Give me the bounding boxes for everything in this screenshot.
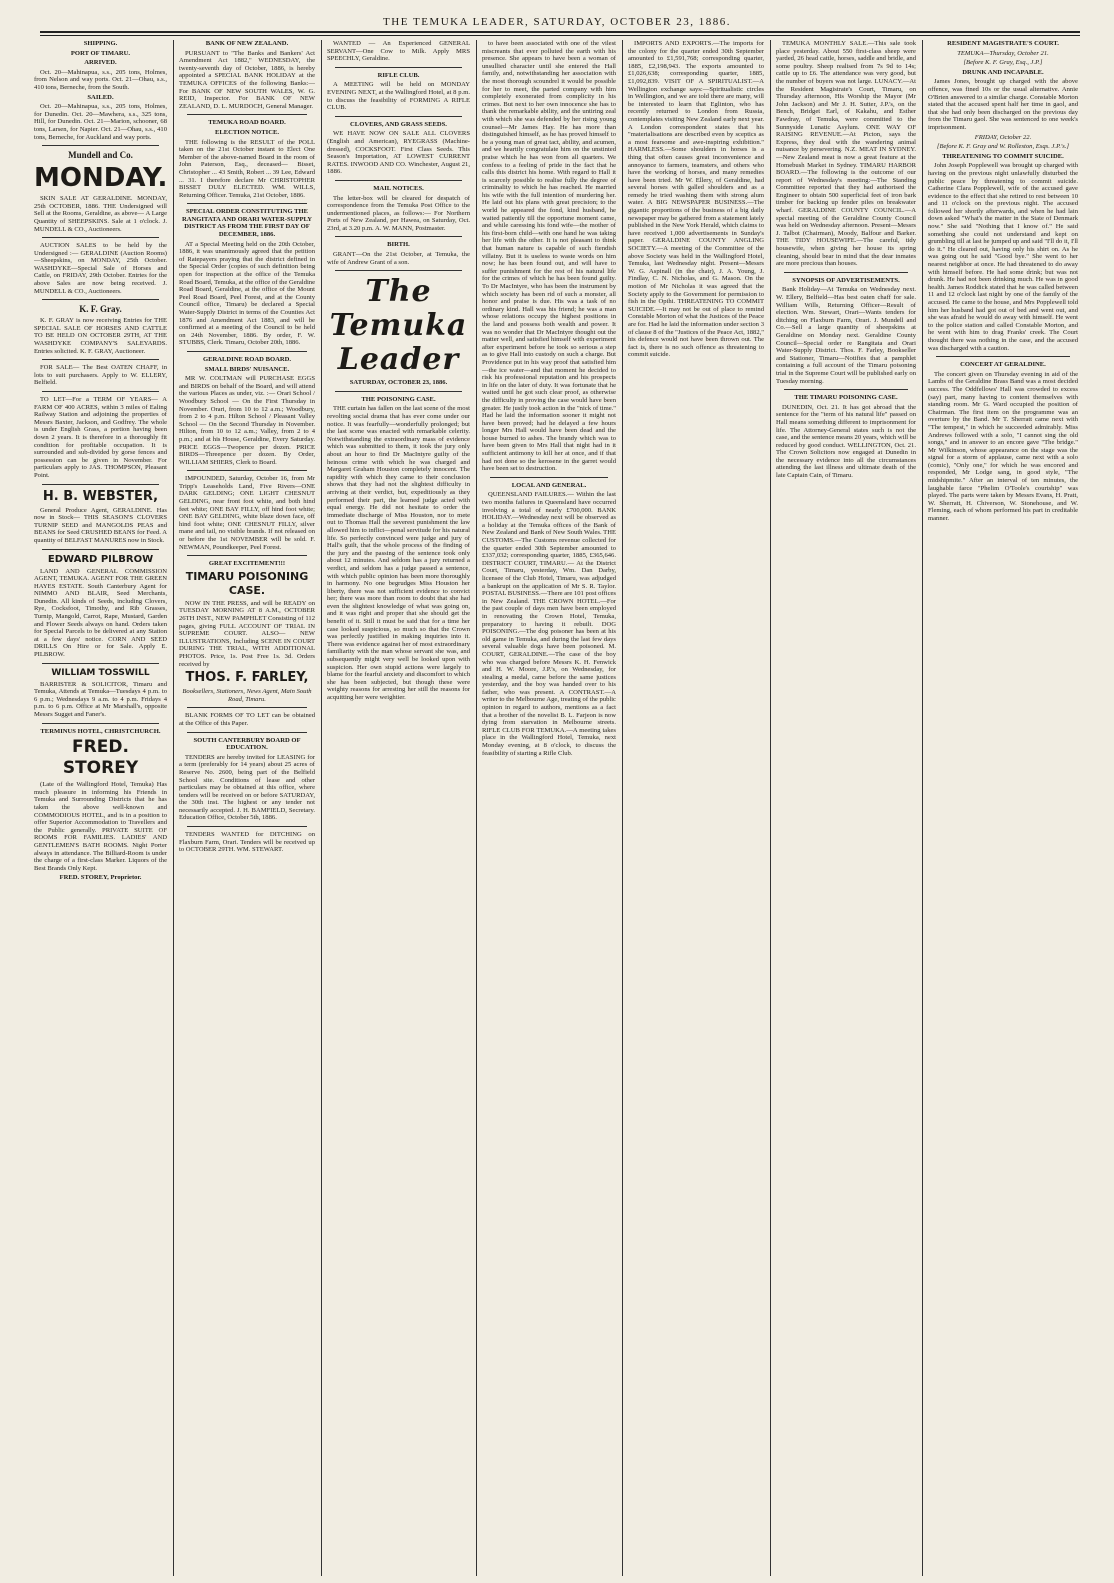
pilbrow-name: EDWARD PILBROW	[47, 553, 154, 565]
drunk-heading: DRUNK AND INCAPABLE.	[962, 68, 1044, 76]
court-bench-friday: [Before K. F. Gray and W. Rolleston, Esqs. J.P.'s.]	[936, 143, 1070, 151]
arrived-list: Oct. 20—Mahinapua, s.s., 205 tons, Holmes, from Nelson and way ports. Oct. 21—Ohau, s.s., 410 tons, Berneche, from the South.	[34, 68, 167, 91]
mundell-heading: Mundell and Co.	[68, 150, 133, 161]
column-divider	[622, 40, 623, 1576]
storey-ad: (Late of the Wallingford Hotel, Temuka) Has much pleasure in informing his Friends in Temuka and Surrounding Districts that he has taken the above well-known and COMMODIOUS HOTEL, and is in a position to offer Superior Accommodation to Travellers and the Public generally. PRIVATE SUITE OF ROOMS FOR FAMILIES. LADIES' AND GENTLEMEN'S BATH ROOMS. Night Porter always in attendance. The Billiard-Room is under the charge of a first-class Marker. Liquors of the Best Brands Only Kept.	[34, 781, 167, 872]
excitement-heading: GREAT EXCITEMENT!!!	[208, 560, 286, 568]
column-5	[628, 40, 764, 1576]
suicide-threat-heading: THREATENING TO COMMIT SUICIDE.	[942, 152, 1064, 160]
tosswill-name: WILLIAM TOSSWILL	[51, 667, 150, 678]
column-divider	[321, 40, 322, 1576]
poisoning-editorial: THE curtain has fallen on the last scene of the most revolting social drama that has ever come under our notice. It was fearfully—wonderfully prolonged; but the last scene was enacted with remarkable celerity. Notwithstanding the extraordinary mass of evidence which was submitted to them, it took the jury only about an hour to find Dr MacIntyre guilty of the heinous crime with which he was charged and Margaret Graham Houston completely innocent. The rapidity with which they came to their conclusion shows that they had not the slightest difficulty in arriving at their verdict, but, expeditiously as they performed their part, the learned judge acted with equal energy. He did not hesitate to order the immediate discharge of Miss Houston, nor to mete out to Thomas Hall the severest punishment the law allowed him to inflict—penal servitude for his natural life. So perfectly convinced were judge and jury of Hall's guilt, that the whole process of the finding of the jury and the passing of the sentence took only about 12 minutes. And seldom has a jury returned a verdict, and seldom has a judge passed a sentence, with which public opinion has been more thoroughly in harmony. No one begrudges Miss Houston her liberty, there was not sufficient evidence to convict her; there was more than room to doubt that she had even the slightest knowledge of what was going on, and it was right and proper that she should get the benefit of it. Still it must be said that for a time her case looked suspicious, so much so that the Crown was perfectly justified in making inquiries into it. There was evidence against her of most extraordinary familiarity with the man whose servant she was, and subsequently might very well be looked upon with suspicion. Her own stupid actions were largely to blame for the fearful anxiety and discomfort to which she has been subjected, but though these were weighty reasons for arresting her still the reasons for acquitting her were weightier.	[327, 405, 470, 701]
column-divider	[922, 40, 923, 1576]
column-1	[34, 40, 167, 1576]
port-heading: PORT OF TIMARU.	[70, 49, 131, 57]
bank-holiday-notice: PURSUANT to "The Banks and Bankers' Act Amendment Act 1882," WEDNESDAY, the twenty-seventh day of October, 1886, is hereby appointed a SPECIAL BANK HOLIDAY at the TEMUKA OFFICES of the following Banks:— For BANK OF NEW SOUTH WALES, W. G. REID, Inspector. For BANK OF NEW ZEALAND, D. L. MURDOCH, General Manager.	[179, 49, 315, 110]
birth-heading: BIRTH.	[387, 241, 410, 249]
synopsis-heading: SYNOPSIS OF ADVERTISEMENTS.	[792, 276, 900, 284]
clovers-ad: WE HAVE NOW ON SALE ALL CLOVERS (English and American), RYEGRASS (Machine-dressed), COCKSFOOT. First Class Seeds. This Season's Importation, AT LOWEST CURRENT RATES. INWOOD AND CO. Winchester, August 21, 1886.	[327, 130, 470, 176]
webster-name: H. B. WEBSTER,	[42, 488, 159, 504]
column-2	[179, 40, 315, 1576]
column-6	[776, 40, 916, 1576]
column-7	[928, 40, 1078, 1576]
synopsis-of-advertisements: Bank Holiday—At Temuka on Wednesday next. W. Ellery, Belfield—Has best oaten chaff for sale. William Wills, Returning Officer—Result of election. Wm. Stewart, Orari—Wants tenders for ditching on Flaxburn Farm, Orari. J. Mundell and Co.—Sell a large quantity of sheepskins at Geraldine on Monday next. Geraldine County Council—Special order re Rangitata and Orari Water-Supply District. Thos. F. Farley, Bookseller and Stationer, Timaru—Notifies that a pamphlet containing a full account of the Timaru poisoning trial in the Supreme Court will be published early on Tuesday morning.	[776, 286, 916, 385]
drunk-report: James Jones, brought up charged with the above offence, was fined 10s or the usual alternative. Annie O'Brien answered to a similar charge. Constable Morton stated that the accused spent half her time in gaol, and that she had only been discharged on the previous day from the Timaru gaol. She was sentenced to one week's imprisonment.	[928, 78, 1078, 131]
kfgray-ad: K. F. GRAY is now receiving Entries for THE SPECIAL SALE OF HORSES AND CATTLE TO BE HELD ON OCTOBER 29TH, AT THE WASHDYKE COMPANY'S SALEYARDS. Entries solicited. K. F. GRAY, Auctioneer.	[34, 317, 167, 355]
sailed-heading: SAILED.	[87, 93, 114, 101]
skin-sale-ad: SKIN SALE AT GERALDINE. MONDAY, 25th OCTOBER, 1886. THE Undersigned will Sell at the Rooms, Geraldine, as above— A Large Quantity of SHEEPSKINS. Sale at 1 o'clock. J. MUNDELL & CO., Auctioneers.	[34, 195, 167, 233]
timaru-poisoning-heading: THE TIMARU POISONING CASE.	[794, 394, 898, 402]
farley-banner: THOS. F. FARLEY,	[185, 670, 309, 686]
for-sale-ad: FOR SALE— The Best OATEN CHAFF, in lots to suit purchasers. Apply to W. ELLERY, Belfield.	[34, 364, 167, 387]
header-rule-bottom	[40, 35, 1080, 36]
auction-sales-ad: AUCTION SALES to be held by the Undersigned :— GERALDINE (Auction Rooms)—Sheepskins, on MONDAY, 25th October. WASHDYKE—Special Sale of Horses and Cattle, on FRIDAY, 29th October. Entries for the above Sales are now being received. J. MUNDELL & CO., Auctioneers.	[34, 242, 167, 295]
shipping-heading: SHIPPING.	[83, 40, 118, 47]
pilbrow-ad: LAND AND GENERAL COMMISSION AGENT, TEMUKA. AGENT FOR THE GREEN HAYES ESTATE. South Canterbury Agent for NIMMO AND BLAIR, Seed Merchants, Dunedin. All kinds of Seeds, including Clovers, Rye, Cocksfoot, Timothy, and Rib Grasses, Turnip, Mangold, Carrot, Rape, Mustard, Garden and Flower Seeds always on hand. Orders taken for Special Parcels to be delivered at any Station at a few days' notice. CORN AND SEED DRILLS On Hire or for Sale. Apply E. PILBROW.	[34, 567, 167, 659]
monday-banner: MONDAY.	[34, 163, 167, 194]
poisoning-case-banner: TIMARU POISONING CASE.	[185, 569, 309, 597]
column-3	[327, 40, 470, 1576]
special-order-notice: AT a Special Meeting held on the 20th October, 1886, it was unanimously agreed that the petition of Ratepayers praying that the district defined in the Special Order (copies of such definition being open for inspection at the office of the Temuka Road Board, Temuka, at the office of the Geraldine Road Board, Geraldine, at the office of the Mount Peel Road Board, Peel Forest, and at the County Council office, Timaru) be declared a Special Water-Supply District in terms of the Counties Act 1876 and Amendment Act 1883, and will be confirmed at a meeting of the Council to be held on 24th November, 1886. By order, F. W. STUBBS, Clerk. Timaru, October 20th, 1886.	[179, 240, 315, 347]
terminus-hotel-heading: TERMINUS HOTEL, CHRISTCHURCH.	[40, 727, 161, 735]
election-heading: ELECTION NOTICE.	[214, 128, 280, 136]
temuka-road-board-heading: TEMUKA ROAD BOARD.	[208, 119, 286, 127]
poisoning-editorial-continued: to have been associated with one of the vilest miscreants that ever polluted the earth with his presence. She appears to have been a woman of unsullied character until she entered the Hall family, and, notwithstanding her association with the most thorough scoundrel it would be possible for her to meet, the parted company with him completely exonerated from complicity in his crimes. But next to her own innocence she has to thank the remarkable ability, and the untiring zeal with which she was defended by her rising young counsel—Mr James Hay. He has more than distinguished himself, as he has proved himself to be a young man of great tact, ability, and acumen, and we heartily congratulate him on the unstinted praise which he has won from all quarters. We confess to a feeling of pride in the fact that he calls this district his home. With regard to Hall it is scarcely possible to realise fully the degree of criminality to which he has reached. He married his wife with the full intention of murdering her. He laid out his plans with great precision; to the world he appeared the fond, kind husband, he waited patiently till the opportune moment came, and while caressing his fond wife—the mother of his first-born child—with one hand he was taking her life with the other. It is not pleasant to think that human nature is capable of such fiendish villainy. But it is useless to waste words on him now; he has been found out, and will have to suffer punishment for the rest of his natural life for the crimes of which he has been found guilty. To Dr MacIntyre, who has been the instrument by which society has been rid of such a monster, all honor and praise is due. His was a task of no ordinary kind. Hall was his friend; he was a man whose relations occupy the highest positions in the land and possess both wealth and power. It was no wonder that Dr MacIntyre thought out the matter well, and satisfied himself with experiment after experiment before he took so serious a step as to give Hall into custody on such a charge. But Providence put in his way proof that satisfied him—the ice water—and that moment he decided to risk his professional reputation and his prospects in life on the later of duty. It was fortunate that he waited until he got such clear proof, as otherwise the difficulty in proving the case would have been greater. He justly took action in the "nick of time." Had he laid the information sooner it might not have been proved; had he delayed a few hours longer Mrs Hall would have been dead and the house burned to ashes. The brandy which was to have been given to Mrs Hall that night had in it sufficient antimony to kill her at once, and if that had not done so the kerosene in the garret would have been set to destruction.	[482, 40, 616, 473]
newspaper-nameplate: The Temuka Leader	[329, 274, 468, 378]
rifle-club-heading: RIFLE CLUB.	[377, 71, 420, 79]
timaru-poisoning-telegrams: DUNEDIN, Oct. 21. It has got abroad that the sentence for the "term of his natural life" passed on Hall means something different to imprisonment for life. The Attorney-General states such is not the case, and the sentence means 20 years, which will be reduced by good conduct. WELLINGTON, Oct. 21. The Crown Solicitors now engaged at Dunedin in the necessary evidence into all the circumstances attending the last illness and ultimate death of the late Captain Cain, of Timaru.	[776, 403, 916, 480]
column-divider	[476, 40, 477, 1576]
special-order-heading: SPECIAL ORDER CONSTITUTING THE RANGITATA AND ORARI WATER-SUPPLY DISTRICT AS FROM THE FIRST DAY OF DECEMBER, 1886.	[181, 208, 313, 239]
kfgray-heading: K. F. Gray.	[79, 304, 122, 315]
poisoning-editorial-heading: THE POISONING CASE.	[361, 395, 436, 403]
suicide-threat-report: John Joseph Popplewell was brought up charged with having on the previous night unlawfully disturbed the public peace by threatening to commit suicide. Catherine Clara Popplewell, wife of the accused gave evidence to the effect that she retired to rest between 10 and 11 o'clock on the previous night. The accused followed her shortly afterwards, and when he had lain down asked "What's the matter in the State of Denmark now." She said "Nothing that I know of." He said something she could not understand and kept on grumbling till at last he jumped up and said "I'll do it, I'll do it." He cleared out, having only his shirt on. As he was going out he said "Good bye." She went to her nearest neighbor at once. He had threatened to do away with himself before. He had some drink; but was not drunk. He had not been drinking much. He was in good health. James Roddick stated that he was called between 11 and 12 o'clock last night by one of the family of the accused. He came to the house, and Mrs Popplewell told him her husband had got out of bed and went out, and she was afraid he would do away with himself. He went to the police station and called Constable Morton, and he went with him to drag Franks' creek. The Court thought there was nothing in the case, and the accused was discharged with a caution.	[928, 162, 1078, 352]
page-header: THE TEMUKA LEADER, SATURDAY, OCTOBER 23, 1886.	[383, 16, 731, 28]
concert-heading: CONCERT AT GERALDINE.	[960, 361, 1046, 369]
storey-signature: FRED. STOREY, Proprietor.	[59, 874, 142, 882]
column-4	[482, 40, 616, 1576]
sailed-list: Oct. 20—Mahinapua, s.s., 205 tons, Holmes, for Dunedin. Oct. 20—Mawhera, s.s., 325 tons, Hill, for Dunedin. Oct. 21—Marion, schooner, 68 tons, Larsen, for Napier. Oct. 21—Ohau, s.s., 410 tons, Berneche, for Auckland and way ports.	[34, 103, 167, 141]
blank-forms-ad: BLANK FORMS OF TO LET can be obtained at the Office of this Paper.	[179, 712, 315, 727]
local-general-heading: LOCAL AND GENERAL.	[511, 481, 587, 489]
court-date-thursday: TEMUKA—Thursday, October 21.	[957, 49, 1049, 57]
small-birds-heading: SMALL BIRDS' NUISANCE.	[204, 365, 290, 373]
arrived-heading: ARRIVED.	[84, 59, 117, 67]
wanted-ad: WANTED — An Experienced GENERAL SERVANT—One Cow to Milk. Apply MRS SPEECHLY, Geraldine.	[327, 40, 470, 63]
storey-banner: FRED. STOREY	[62, 737, 139, 779]
tenders-notice: TENDERS are hereby invited for LEASING for a term (preferably for 14 years) about 25 acres of Reserve No. 2600, being part of the Belfield School site. Conditions of lease and other particulars may be obtained at this office, where tenders will be received on or before SATURDAY, the 30th inst. The highest or any tender not necessarily accepted. J. H. BAMFIELD, Secretary. Education Office, October 5th, 1886.	[179, 753, 315, 822]
mail-notices-heading: MAIL NOTICES.	[373, 184, 424, 192]
geraldine-road-board-heading: GERALDINE ROAD BOARD.	[202, 355, 292, 363]
court-date-friday: FRIDAY, October 22.	[974, 133, 1032, 141]
local-news-column-6: TEMUKA MONTHLY SALE.—This sale took place yesterday. About 550 first-class sheep were yarded, 26 head cattle, horses, saddle and bridle, and some poultry. Sheep realised from 7s 9d to 14s; cattle up to £6. The attendance was very good, but the number of buyers was not large. LUNACY.—At the Resident Magistrate's Court, Timaru, on Thursday afternoon, His Worship the Mayor (Mr John Jackson) and Mr J. H. Sutter, J.P.'s, on the Bench, Bridget Earl, of Kakahu, and Esther Fawdray, of Temuka, were committed to the Sunnyside Lunatic Asylum. ONE WAY OF RAISING REVENUE.—At Picton, says the Express, they deal with the wandering animal nuisance by persevering. N.Z. MEAT IN SYDNEY.—New Zealand meat is now a great feature at the Homebush Market in Sydney. TIMARU HARBOR BOARD.—The following is the outcome of our report of Wednesday's meeting:—The Standing Committee reported that they had authorised the Engineer to obtain 500 superficial feet of iron bark timber for backing up fender piles on breakwater wharf. GERALDINE COUNTY COUNCIL.—A special meeting of the Geraldine County Council was held on Wednesday afternoon. Present—Messrs J. Talbot (Chairman), Moody, Balfour and Barker. THE TIDY HOUSEWIFE.—The careful, tidy housewife, when giving her house its spring cleaning, should bear in mind that the dear inmates are more precious than houses.	[776, 40, 916, 268]
mail-notices: The letter-box will be cleared for despatch of correspondence from the Temuka Post Office to the undermentioned places, as follows:— For Northern Ports of New Zealand, per Hawea, on Saturday, Oct. 23rd, at 3.20 p.m. A. W. MANN, Postmaster.	[327, 194, 470, 232]
column-divider	[173, 40, 174, 1576]
local-general-news: QUEENSLAND FAILURES.— Within the last two months failures in Queensland have occurred involving a total of nearly £700,000. BANK HOLIDAY.—Wednesday next will be observed as a holiday at the Temuka offices of the Bank of New Zealand and Bank of New South Wales. THE CUSTOMS.—The Customs revenue collected for the quarter ended 30th September amounted to £337,032; corresponding quarter, 1885, £365,646. DISTRICT COURT, TIMARU.— At the District Court, Timaru, yesterday, Wm. Dan Darby, licensee of the Club Hotel, Timaru, was adjudged a bankrupt on the application of Mr S. R. Taylor. POSTAL BUSINESS.—There are 101 post offices in New Zealand. THE CROWN HOTEL.—For the past couple of days men have been employed in renovating the Crown Hotel, Temuka, preparatory to having it rebuilt. DOG POISONING.—The dog poisoner has been at his old game in Temuka, and during the last few days several valuable dogs have been poisoned. M. COURT, GERALDINE.—The case of the boy who was charged before Messrs K. H. Fenwick and H. W. Moore, J.P.'s, on Wednesday, for stealing a medal, came before the same justices yesterday, and the boy was handed over to his father, who was present. A CONTRAST.—A writer to the Melbourne Age, treating of the public opinion in regard to authors, mentions as a fact that a brother of the novelist B. L. Farjeon is now dying from starvation in Melbourne streets. RIFLE CLUB FOR TEMUKA.—A meeting takes place in the Wallingford Hotel, Temuka, next Monday evening, at 8 o'clock, to discuss the feasibility of starting a Rifle Club.	[482, 491, 616, 757]
tosswill-ad: BARRISTER & SOLICITOR, Timaru and Temuka, Attends at Temuka—Tuesdays 4 p.m. to 6 p.m.; Wednesdays 9 a.m. to 4 p.m. Fridays 4 p.m. to 6 p.m. Office at Mr Marshall's, opposite Messrs Sugget and Faner's.	[34, 680, 167, 718]
editorial-dateline: SATURDAY, OCTOBER 23, 1886.	[349, 379, 448, 387]
column-divider	[770, 40, 771, 1576]
clovers-heading: CLOVERS, AND GRASS SEEDS.	[350, 120, 447, 128]
webster-ad: General Produce Agent, GERALDINE. Has now in Stock— THIS SEASON'S CLOVERS TURNIP SEED and MANGOLDS PEAS and BEANS for Seed CRUSHED BEANS for Feed. A quantity of BELFAST MANURES now in Stock.	[34, 506, 167, 544]
pamphlet-ad: NOW IN THE PRESS, and will be READY on TUESDAY MORNING AT 8 A.M., OCTOBER 26TH INST., NEW PAMPHLET Consisting of 112 pages, giving FULL ACCOUNT OF TRIAL IN SUPREME COURT. ALSO— NEW ILLUSTRATIONS, Including SCENE IN COURT DURING THE TRIAL, WITH ADDITIONAL PHOTOS. Price, 1s. Post Free 1s. 3d. Orders received by	[179, 599, 315, 668]
magistrates-court-heading: RESIDENT MAGISTRATE'S COURT.	[947, 40, 1059, 47]
concert-report: The concert given on Thursday evening in aid of the Lambs of the Geraldine Brass Band was a most decided success. The Oddfellows' Hall was crowded to excess (say) part, many having to content themselves with standing room. Mr G. Ward occupied the position of Chairman. The first item on the programme was an overture by the Band. Mr T. Sherratt came next with "The tempest," in which he succeeded admirably. Miss Andrews followed with a solo, "I cannot sing the old songs," and in answer to an encore gave "The bridge." Mr Wilkinson, whose appearance on the stage was the signal for a storm of applause, came next with a solo (comic), "Only one," for which he was encored and responded, Mr Lodge sang, in good style, "The midshipmite." After an interval of ten minutes, the laughable farce "Phelim O'Toole's courtship" was played. The parts were taken by Messrs Evans, H. Pratt, W. Sherratt, H. Chiverson, W. Stonehouse, and W. Fleming, each of whom performed his part in creditable manner.	[928, 370, 1078, 523]
education-board-heading: SOUTH CANTERBURY BOARD OF EDUCATION.	[193, 736, 301, 752]
ditching-tenders-notice: TENDERS WANTED for DITCHING on Flaxburn Farm, Orari. Tenders will be received up to OCTOBER 29TH. WM. STEWART.	[179, 831, 315, 854]
impounded-notice: IMPOUNDED, Saturday, October 16, from Mr Tripp's Leaseholds Land, Five Rivers—ONE DARK GELDING; ONE LIGHT CHESNUT GELDING, near front foot white, and both hind feet white; ONE BAY FILLY, off hind foot white; ONE BAY GELDING, white blaze down face, off hind foot white; ONE CHESNUT FILLY, silver mane and tail, no visible brands. If not released on or before the 1st NOVEMBER will be sold. F. NEWMAN, Poundkeeper, Peel Forest.	[179, 475, 315, 551]
election-notice: THE following is the RESULT of the POLL taken on the 21st October instant to Elect One Member of the above-named Board in the room of John Paterson, Esq., deceased— Bisset, Christopher ... 43 Smith, Robert ... 39 Lee, Edward ... 31. I therefore declare Mr CHRISTOPHER BISSET DULY ELECTED. WM. WILLS, Returning Officer. Temuka, 21st October, 1886.	[179, 138, 315, 199]
birth-notice: GRANT—On the 21st October, at Temuka, the wife of Andrew Grant of a son.	[327, 251, 470, 266]
local-general-news-continued: IMPORTS AND EXPORTS.—The imports for the colony for the quarter ended 30th September amounted to £1,591,768; corresponding quarter, 1885, £2,198,943. The exports amounted to £1,026,638; corresponding quarter, 1885, £1,092,839. VISIT OF A SPIRITUALIST.—A Wellington exchange says:—Spiritualistic circles in Wellington, and we are told there are many, will be interested to learn that Eglinton, who has recently returned to London from Russia, contemplates visiting New Zealand early next year. A London correspondent states that his "materialisations are described even by sceptics as a most fearsome and awe-inspiring exhibition." HARMLESS.—Some shoulders in horses is a thing that often causes great inconvenience and annoyance to farmers, teamsters, and others who have the working of horses, and many remedies have been tried. Mr W. Ellery, of Geraldine, had several horses with galled shoulders and as a remedy he tried washing them with strong alum water. A BIG NEWSPAPER BUSINESS.—The gigantic proportions of the business of a big daily newspaper may be gathered from a statement lately published in the New York Herald, which claims to have received 1,000 advertisements in Sunday's paper. GERALDINE COUNTY ANGLING SOCIETY.—A meeting of the Committee of the above Society was held in the Wallingford Hotel, Temuka, last Wednesday night. Present—Messrs W. G. Aspinall (in the chair), J. A. Young, J. Findlay, C. N. Nicholas, and G. Mason. On the motion of Mr Nicholas it was agreed that the Society apply to the Government for permission to fish in the Opihi. THREATENING TO COMMIT SUICIDE.—It may not be out of place to remind Constable Morton of what the Justices of the Peace are for. Had he laid the information under section 3 of clause 8 of the "Justices of the Peace Act, 1882," his defence would not have been thrown out. The fact is, there is no such offence as threatening to commit suicide.	[628, 40, 764, 359]
bnz-heading: BANK OF NEW ZEALAND.	[205, 40, 289, 47]
header-rule-top	[40, 31, 1080, 33]
small-birds-notice: MR W. COLTMAN will PURCHASE EGGS and BIRDS on behalf of the Board, and will attend the various Places as under, viz. :— Orari School / Woodbury School — On the First Thursday in November. Orari, from 10 to 12 a.m.; Woodbury, from 2 to 4 p.m. Hilton School / Pleasant Valley School — On the Second Thursday in November. Hilton, from 10 to 12 a.m.; Valley, from 2 to 4 p.m.; and at his House, Geraldine, Every Saturday. PRICE EGGS—Twopence per dozen. PRICE BIRDS—Threepence per dozen. By Order, WILLIAM SHIERS, Clerk to Board.	[179, 375, 315, 466]
farley-address: Booksellers, Stationers, News Agent, Main South Road, Timaru.	[182, 688, 312, 703]
to-let-ad: TO LET—For a TERM OF YEARS— A FARM OF 400 ACRES, within 3 miles of Ealing Railway Station and adjoining the properties of Messrs Baxter, Jackson, and Godfrey. The whole is under English Grass, a portion having been down 2 years. It is therefore in a thoroughly fit condition for profitable occupation. It is surrounded and sub-divided by gorse fences and possession can be given in November. For particulars apply to JAS. THOMPSON, Pleasant Point.	[34, 396, 167, 479]
court-bench-thursday: [Before K. F. Gray, Esq., J.P.]	[963, 59, 1043, 67]
rifle-club-notice: A MEETING will be held on MONDAY EVENING NEXT, at the Wallingford Hotel, at 8 p.m. to discuss the feasibility of FORMING A RIFLE CLUB.	[327, 81, 470, 112]
